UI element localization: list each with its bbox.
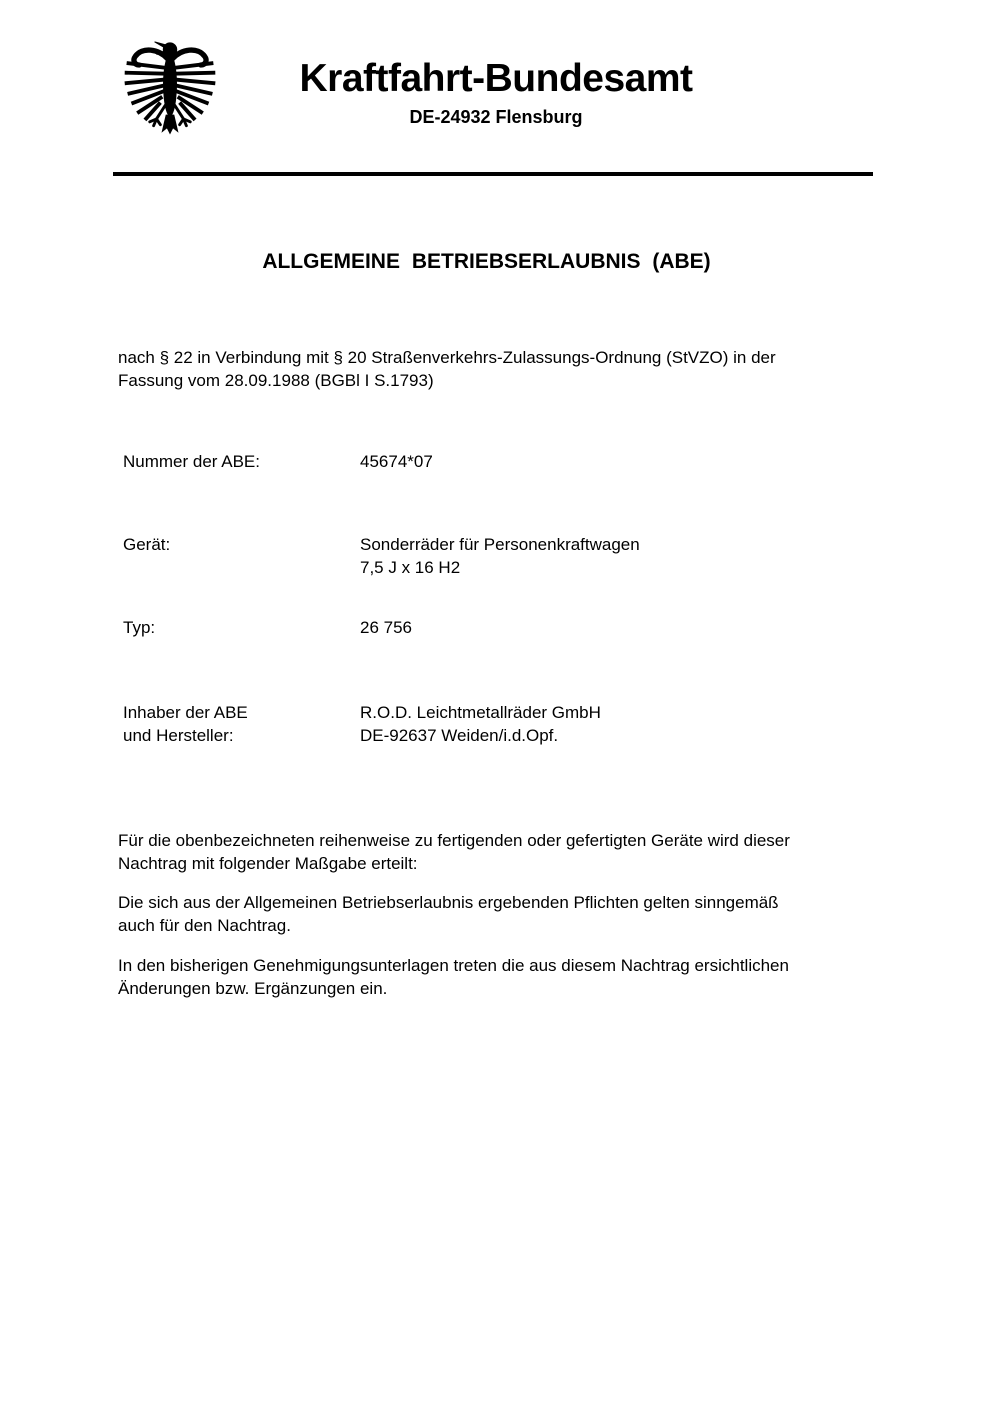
- paragraph-line: Änderungen bzw. Ergänzungen ein.: [118, 979, 388, 998]
- document-title: ALLGEMEINE BETRIEBSERLAUBNIS (ABE): [262, 250, 711, 273]
- field-value-abe-number: [360, 450, 860, 473]
- body-paragraph-1: [118, 829, 866, 875]
- agency-name: Kraftfahrt-Bundesamt: [299, 57, 693, 100]
- field-label-device: [123, 533, 353, 556]
- field-value-line: R.O.D. Leichtmetallräder GmbH: [360, 703, 601, 722]
- paragraph-line: Für die obenbezeichneten reihenweise zu fertigenden oder gefertigten Geräte wird dieser: [118, 831, 790, 850]
- intro-line-2: Fassung vom 28.09.1988 (BGBl I S.1793): [118, 371, 434, 390]
- paragraph-line: auch für den Nachtrag.: [118, 916, 291, 935]
- field-value-type: [360, 616, 860, 639]
- field-label-line: Inhaber der ABE: [123, 703, 248, 722]
- field-value-holder-manufacturer: [360, 701, 860, 747]
- paragraph-line: Nachtrag mit folgender Maßgabe erteilt:: [118, 854, 418, 873]
- body-paragraph-2: [118, 891, 866, 937]
- field-value-line: 45674*07: [360, 452, 433, 471]
- field-label-holder-manufacturer: [123, 701, 353, 747]
- field-label-line: Gerät:: [123, 535, 171, 554]
- field-label-abe-number: [123, 450, 353, 473]
- field-label-line: Typ:: [123, 618, 156, 637]
- agency-location: DE-24932 Flensburg: [409, 107, 583, 127]
- field-value-line: Sonderräder für Personenkraftwagen: [360, 535, 640, 554]
- field-value-line: 26 756: [360, 618, 412, 637]
- field-value-line: DE-92637 Weiden/i.d.Opf.: [360, 726, 559, 745]
- field-value-device: [360, 533, 860, 579]
- field-label-line: Nummer der ABE:: [123, 452, 260, 471]
- field-label-line: und Hersteller:: [123, 726, 234, 745]
- intro-paragraph: [118, 346, 866, 392]
- body-paragraph-3: [118, 954, 866, 1000]
- field-label-type: [123, 616, 353, 639]
- paragraph-line: In den bisherigen Genehmigungsunterlagen treten die aus diesem Nachtrag ersichtlichen: [118, 956, 789, 975]
- intro-line-1: nach § 22 in Verbindung mit § 20 Straßenverkehrs-Zulassungs-Ordnung (StVZO) in der: [118, 348, 776, 367]
- paragraph-line: Die sich aus der Allgemeinen Betriebserlaubnis ergebenden Pflichten gelten sinngemäß: [118, 893, 779, 912]
- field-value-line: 7,5 J x 16 H2: [360, 558, 461, 577]
- divider-rule: [113, 172, 873, 176]
